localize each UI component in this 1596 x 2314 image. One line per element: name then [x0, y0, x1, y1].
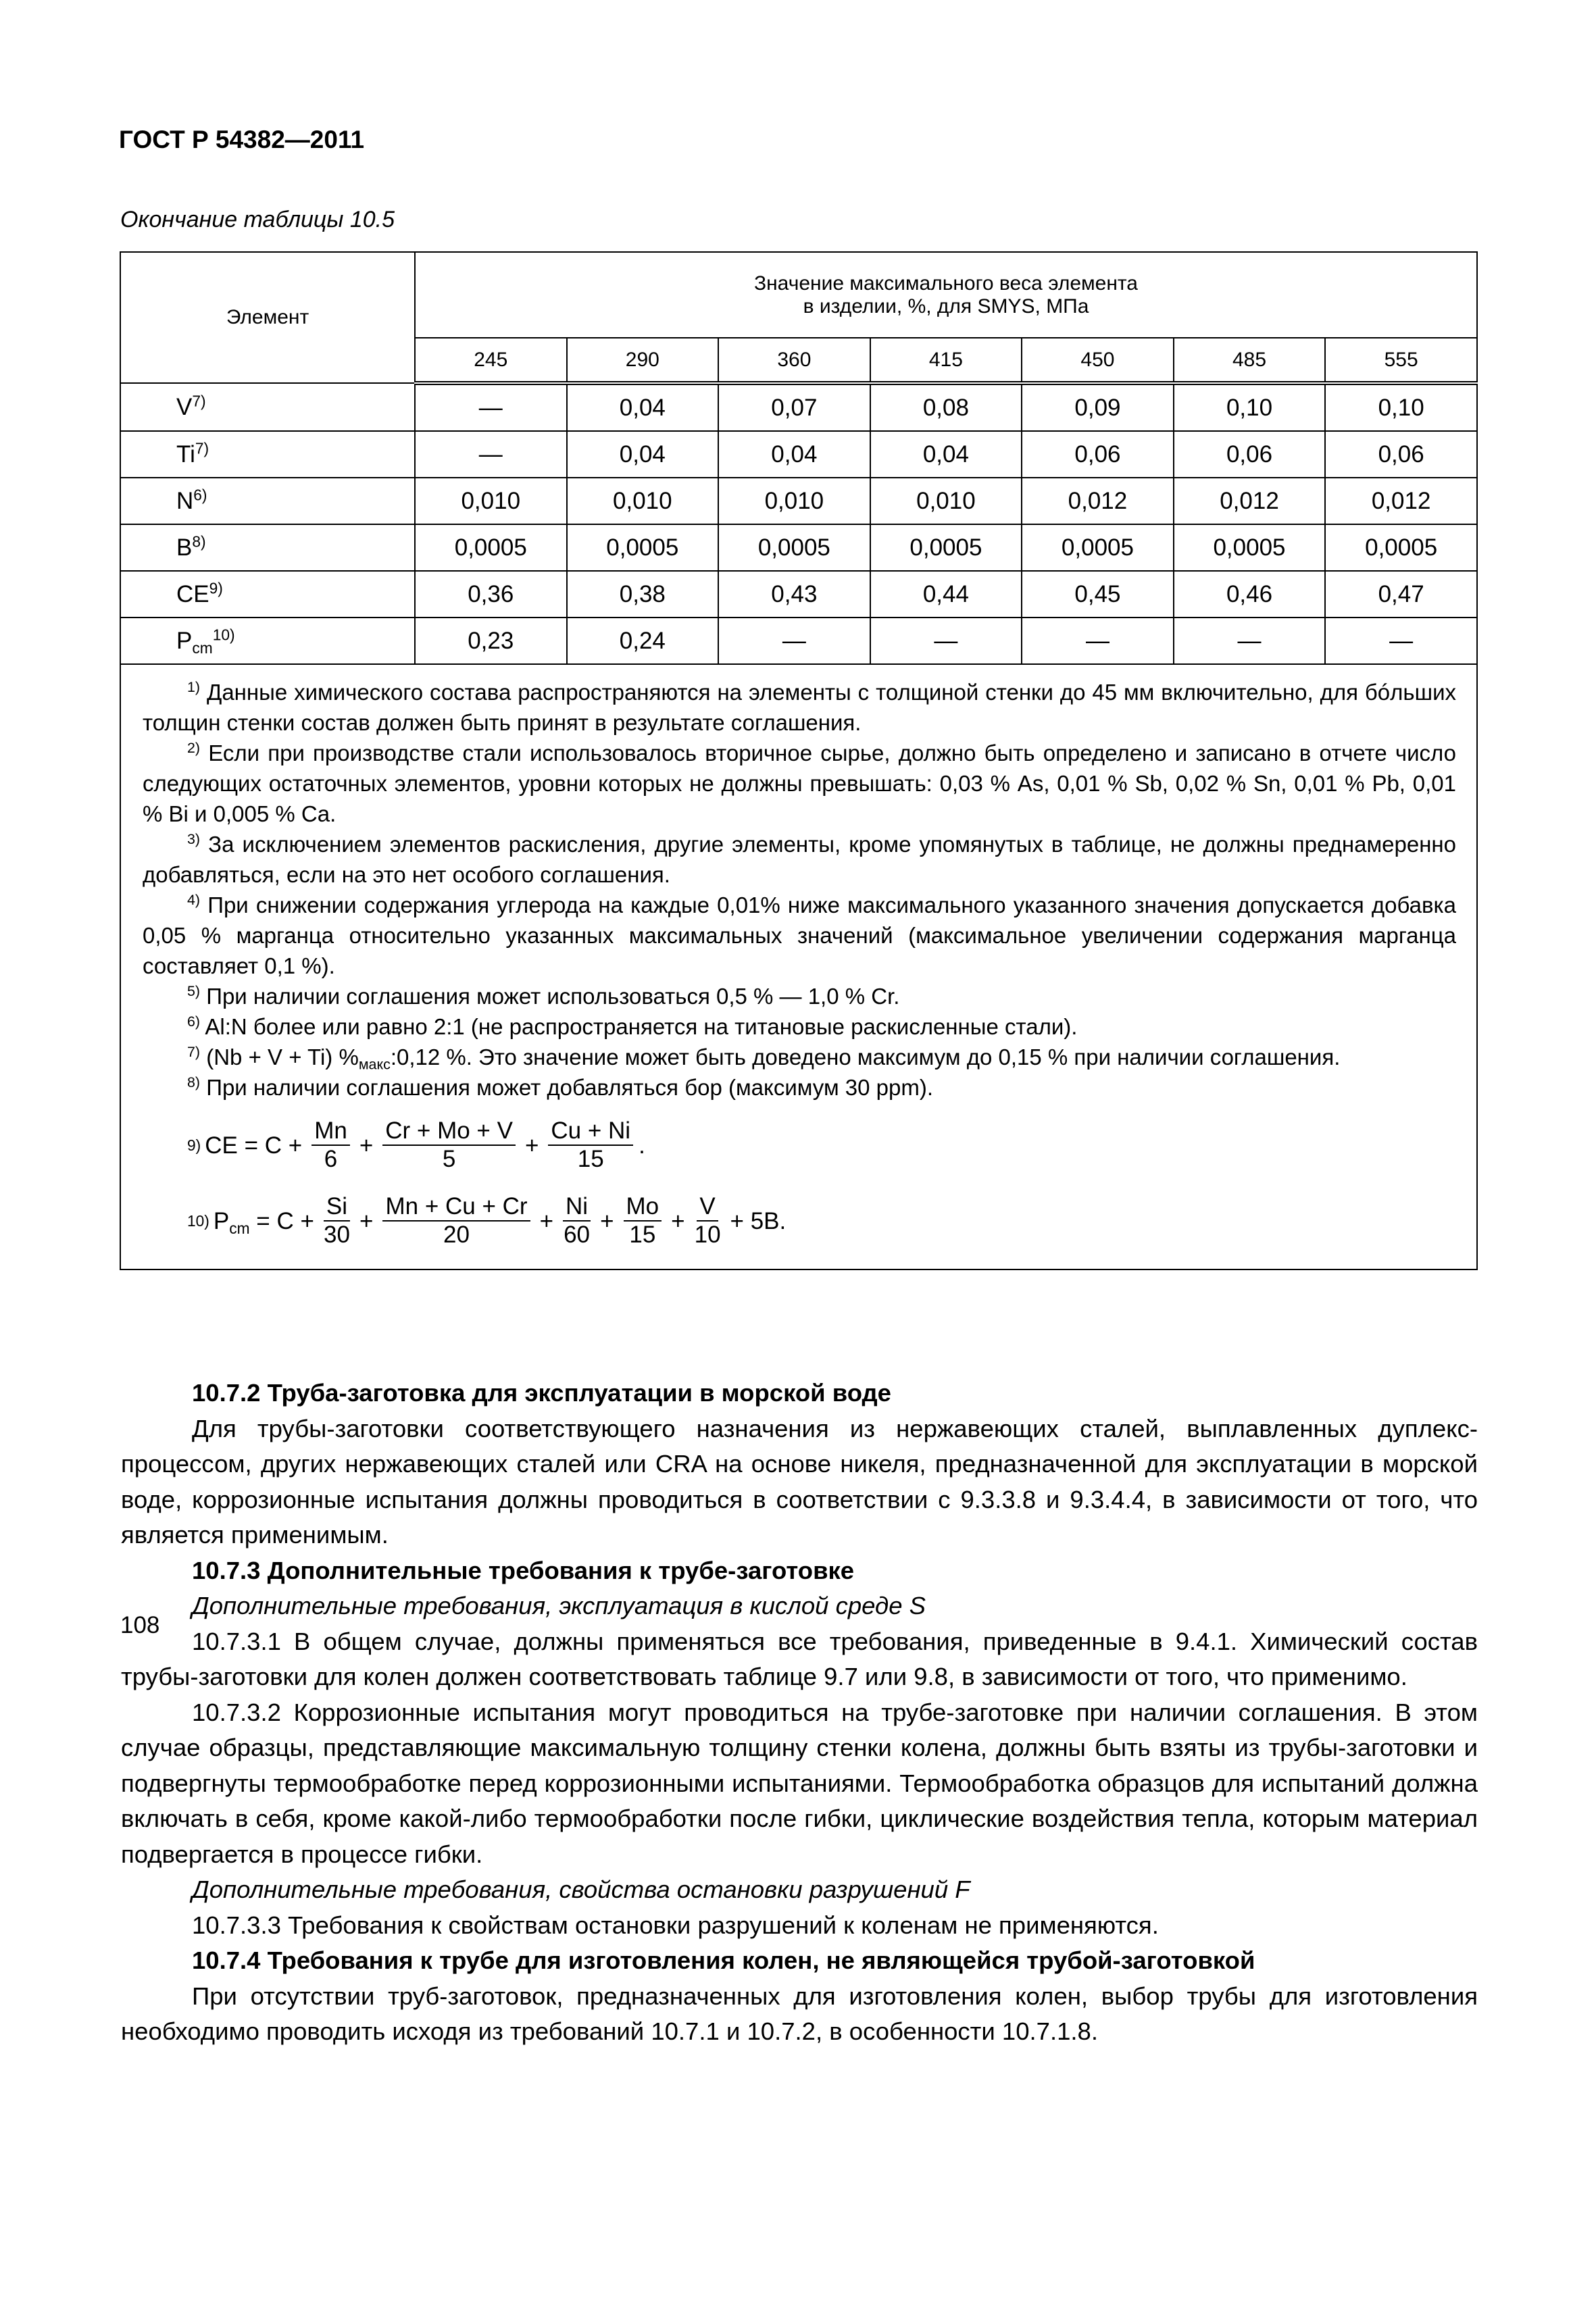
numerator: V	[697, 1193, 718, 1222]
formula-lhs: CE = C +	[205, 1132, 303, 1159]
numerator: Ni	[563, 1193, 591, 1222]
footnote-ref: 9)	[209, 579, 223, 597]
denominator: 20	[443, 1222, 470, 1248]
formula-lhs	[214, 1206, 314, 1236]
value-cell: 0,010	[870, 478, 1022, 524]
table-caption: Окончание таблицы 10.5	[120, 207, 395, 232]
body-text	[121, 1376, 1478, 2050]
fraction	[563, 1193, 591, 1249]
value-cell: 0,0005	[718, 524, 870, 571]
denominator: 15	[629, 1222, 656, 1248]
smys-column-header: 485	[1174, 338, 1326, 383]
denominator: 10	[694, 1222, 721, 1248]
element-cell	[120, 383, 415, 431]
footnote-subscript: макс	[358, 1056, 391, 1073]
paragraph: 10.7.3.2 Коррозионные испытания могут проводиться на трубе-заготовке при наличии соглашения. В этом случае образцы, представляющие максимальную толщину стенки колена, должны быть взяты из трубы-заготовки и подвергнуты термообработке перед коррозионными испытаниями. Термообработка образцов для испытаний должна включать в себя, кроме какой-либо термообработки после гибки, циклические воздействия тепла, которым материал подвергается в процессе гибки.	[121, 1698, 1478, 1868]
formula-eq: = C +	[249, 1207, 314, 1234]
footnote-mark: 8)	[187, 1074, 201, 1091]
fraction	[695, 1193, 721, 1249]
value-cell: 0,010	[567, 478, 719, 524]
smys-column-header: 555	[1325, 338, 1477, 383]
denominator: 6	[324, 1146, 338, 1172]
value-cell: 0,012	[1022, 478, 1174, 524]
footnote-text: При наличии соглашения может использоваться 0,5 % — 1,0 % Cr.	[206, 984, 900, 1009]
subsection-italic-heading: Дополнительные требования, свойства остановки разрушений F	[192, 1876, 970, 1903]
footnote	[143, 1072, 1456, 1103]
element-cell	[120, 478, 415, 524]
value-cell: 0,06	[1325, 431, 1477, 478]
footnote-ref: 8)	[192, 532, 206, 550]
value-cell: 0,45	[1022, 571, 1174, 618]
footnote	[143, 738, 1456, 829]
footnote-mark: 6)	[187, 1013, 201, 1030]
footnote	[143, 981, 1456, 1011]
footnote-ref: 6)	[193, 486, 207, 503]
footnote-text: Данные химического состава распространяются на элементы с толщиной стенки до 45 мм включительно, для бóльших толщин стенки состав должен быть принят в результате соглашения.	[143, 680, 1457, 735]
plus-sign: +	[539, 1207, 554, 1234]
value-cell: 0,44	[870, 571, 1022, 618]
paragraph: 10.7.3.3 Требования к свойствам остановки разрушений к коленам не применяются.	[192, 1911, 1159, 1939]
smys-column-header: 360	[718, 338, 870, 383]
element-cell	[120, 618, 415, 664]
footnote-ref: 10)	[212, 626, 235, 643]
paragraph: Для трубы-заготовки соответствующего назначения из нержавеющих сталей, выплавленных дуплекс-процессом, других нержавеющих сталей или CRA на основе никеля, предназначенной для эксплуатации в морской воде, коррозионные испытания должны проводиться в соответствии с 9.3.3.8 и 9.3.4.4, в зависимости от того, что является применимым.	[121, 1414, 1478, 1549]
element-subscript: cm	[192, 638, 213, 657]
footnote-mark: 1)	[187, 679, 201, 696]
numerator: Cu + Ni	[548, 1117, 633, 1146]
value-cell: 0,07	[718, 383, 870, 431]
numerator: Mn	[311, 1117, 350, 1146]
paragraph: При отсутствии труб-заготовок, предназначенных для изготовления колен, выбор трубы для изготовления необходимо проводить исходя из требований 10.7.1 и 10.7.2, в особенности 10.7.1.8.	[121, 1982, 1478, 2045]
footnote-text: При наличии соглашения может добавляться бор (максимум 30 ppm).	[206, 1075, 934, 1100]
value-cell: 0,06	[1174, 431, 1326, 478]
element-cell	[120, 524, 415, 571]
footnote-text-cont: :0,12 %. Это значение может быть доведено максимум до 0,15 % при наличии соглашения.	[390, 1045, 1341, 1070]
footnotes-cell	[120, 664, 1477, 1269]
fraction	[311, 1117, 350, 1173]
plus-sign: +	[359, 1132, 374, 1159]
section-heading: 10.7.3 Дополнительные требования к трубе-заготовке	[192, 1556, 855, 1584]
formula-ce: 9) CE = C + $\frac{Mn}{6}$ + $\frac{Cr + Mo + V}{5}$ + $\frac{Cu + Ni}{15}$ .	[187, 1117, 645, 1172]
element-symbol: N	[176, 487, 194, 514]
denominator: 60	[564, 1222, 591, 1248]
fraction	[324, 1193, 350, 1249]
value-cell: —	[1022, 618, 1174, 664]
section-heading: 10.7.2 Труба-заготовка для эксплуатации в морской воде	[192, 1379, 891, 1407]
table-row	[120, 524, 1477, 571]
element-symbol: Ti	[176, 441, 195, 468]
footnote	[143, 677, 1456, 738]
formula-end: .	[639, 1132, 645, 1159]
smys-column-header: 415	[870, 338, 1022, 383]
value-cell: 0,04	[718, 431, 870, 478]
value-cell: 0,04	[870, 431, 1022, 478]
value-cell: —	[870, 618, 1022, 664]
value-cell: 0,24	[567, 618, 719, 664]
footnote-mark: 7)	[187, 1044, 201, 1061]
element-cell	[120, 571, 415, 618]
numerator: Mn + Cu + Cr	[382, 1193, 530, 1222]
value-cell: —	[1174, 618, 1326, 664]
value-cell: —	[1325, 618, 1477, 664]
footnotes-row	[120, 664, 1477, 1269]
element-column-header: Элемент	[120, 252, 415, 383]
denominator: 5	[442, 1146, 456, 1172]
element-symbol: V	[176, 393, 193, 420]
table-row	[120, 478, 1477, 524]
denominator: 15	[577, 1146, 604, 1172]
value-cell: 0,0005	[567, 524, 719, 571]
footnote	[143, 1011, 1456, 1042]
footnote-mark: 3)	[187, 831, 201, 848]
value-cell: 0,10	[1174, 383, 1326, 431]
value-column-header: Значение максимального веса элемента в изделии, %, для SMYS, МПа	[415, 252, 1477, 338]
table-row	[120, 431, 1477, 478]
element-symbol: CE	[176, 580, 209, 607]
paragraph: 10.7.3.1 В общем случае, должны применяться все требования, приведенные в 9.4.1. Химический состав трубы-заготовки для колен должен соответствовать таблице 9.7 или 9.8, в зависимости от того, что применимо.	[121, 1627, 1478, 1690]
table-row	[120, 571, 1477, 618]
denominator: 30	[324, 1222, 350, 1248]
section-heading: 10.7.4 Требования к трубе для изготовления колен, не являющейся трубой-заготовкой	[192, 1946, 1255, 1974]
table-header-row	[120, 252, 1477, 338]
value-cell: 0,23	[415, 618, 567, 664]
fraction	[382, 1117, 516, 1173]
value-cell: 0,0005	[415, 524, 567, 571]
footnote-ref: 7)	[192, 392, 206, 409]
pcm-symbol: P	[213, 1207, 230, 1234]
document-header: ГОСТ Р 54382—2011	[119, 126, 365, 153]
footnote-text: Al:N более или равно 2:1 (не распространяется на титановые раскисленные стали).	[205, 1014, 1078, 1039]
value-cell: —	[415, 431, 567, 478]
element-cell	[120, 431, 415, 478]
value-cell: 0,38	[567, 571, 719, 618]
value-cell: 0,0005	[1174, 524, 1326, 571]
value-cell: 0,010	[718, 478, 870, 524]
value-cell: 0,46	[1174, 571, 1326, 618]
footnote-text: За исключением элементов раскисления, другие элементы, кроме упомянутых в таблице, не должны преднамеренно добавляться, если на это нет особого соглашения.	[143, 832, 1457, 887]
element-symbol: P	[176, 627, 193, 654]
value-cell: 0,012	[1174, 478, 1326, 524]
plus-sign: +	[359, 1207, 374, 1234]
footnote-mark: 2)	[187, 740, 201, 757]
formula-end: + 5B.	[730, 1207, 787, 1234]
element-symbol: B	[176, 534, 193, 561]
plus-sign: +	[524, 1132, 539, 1159]
value-cell: 0,012	[1325, 478, 1477, 524]
value-cell: 0,43	[718, 571, 870, 618]
footnote-mark: 5)	[187, 983, 201, 1000]
value-cell: 0,010	[415, 478, 567, 524]
table-row	[120, 618, 1477, 664]
footnote-text: Если при производстве стали использовалось вторичное сырье, должно быть определено и записано в отчете число следующих остаточных элементов, уровни которых не должны превышать: 0,03 % As, 0,01 % Sb, 0,02 % Sn, 0,01 % Pb, 0,01 % Bi и 0,005 % Ca.	[143, 740, 1457, 826]
value-cell: 0,04	[567, 431, 719, 478]
subsection-italic-heading: Дополнительные требования, эксплуатация в кислой среде S	[192, 1592, 926, 1619]
smys-column-header: 245	[415, 338, 567, 383]
footnote	[143, 1042, 1456, 1072]
value-cell: 0,36	[415, 571, 567, 618]
value-cell: —	[415, 383, 567, 431]
pcm-subscript: cm	[229, 1219, 250, 1237]
fraction	[548, 1117, 633, 1173]
value-cell: 0,09	[1022, 383, 1174, 431]
fraction	[382, 1193, 530, 1249]
formula-pcm: 10) $P_{cm} = C$ + $\frac{Si}{30}$ + $\frac{Mn + Cu + Cr}{20}$ + $\frac{Ni}{60}$ + $\frac{Mo}{15}$ + $\frac{V}{10}$ + 5B.	[187, 1193, 787, 1248]
value-cell: —	[718, 618, 870, 664]
chemical-composition-table	[120, 251, 1478, 1270]
numerator: Cr + Mo + V	[382, 1117, 516, 1146]
page-number: 108	[120, 1612, 160, 1638]
footnote	[143, 829, 1456, 890]
footnote-text: (Nb + V + Ti) %	[206, 1045, 359, 1070]
table-row	[120, 383, 1477, 431]
numerator: Mo	[624, 1193, 662, 1222]
value-cell: 0,0005	[870, 524, 1022, 571]
smys-column-header: 450	[1022, 338, 1174, 383]
fraction	[624, 1193, 662, 1249]
plus-sign: +	[600, 1207, 614, 1234]
footnote	[143, 890, 1456, 981]
value-cell: 0,06	[1022, 431, 1174, 478]
value-cell: 0,04	[567, 383, 719, 431]
value-cell: 0,0005	[1022, 524, 1174, 571]
value-cell: 0,10	[1325, 383, 1477, 431]
footnote-ref: 7)	[195, 439, 209, 457]
footnote-mark: 4)	[187, 892, 201, 909]
value-cell: 0,08	[870, 383, 1022, 431]
value-cell: 0,47	[1325, 571, 1477, 618]
numerator: Si	[324, 1193, 350, 1222]
smys-column-header: 290	[567, 338, 719, 383]
plus-sign: +	[671, 1207, 685, 1234]
value-cell: 0,0005	[1325, 524, 1477, 571]
footnote-text: При снижении содержания углерода на каждые 0,01% ниже максимального указанного значения допускается добавка 0,05 % марганца относительно указанных максимальных значений (максимальное увеличении содержания марганца составляет 0,1 %).	[143, 892, 1457, 978]
